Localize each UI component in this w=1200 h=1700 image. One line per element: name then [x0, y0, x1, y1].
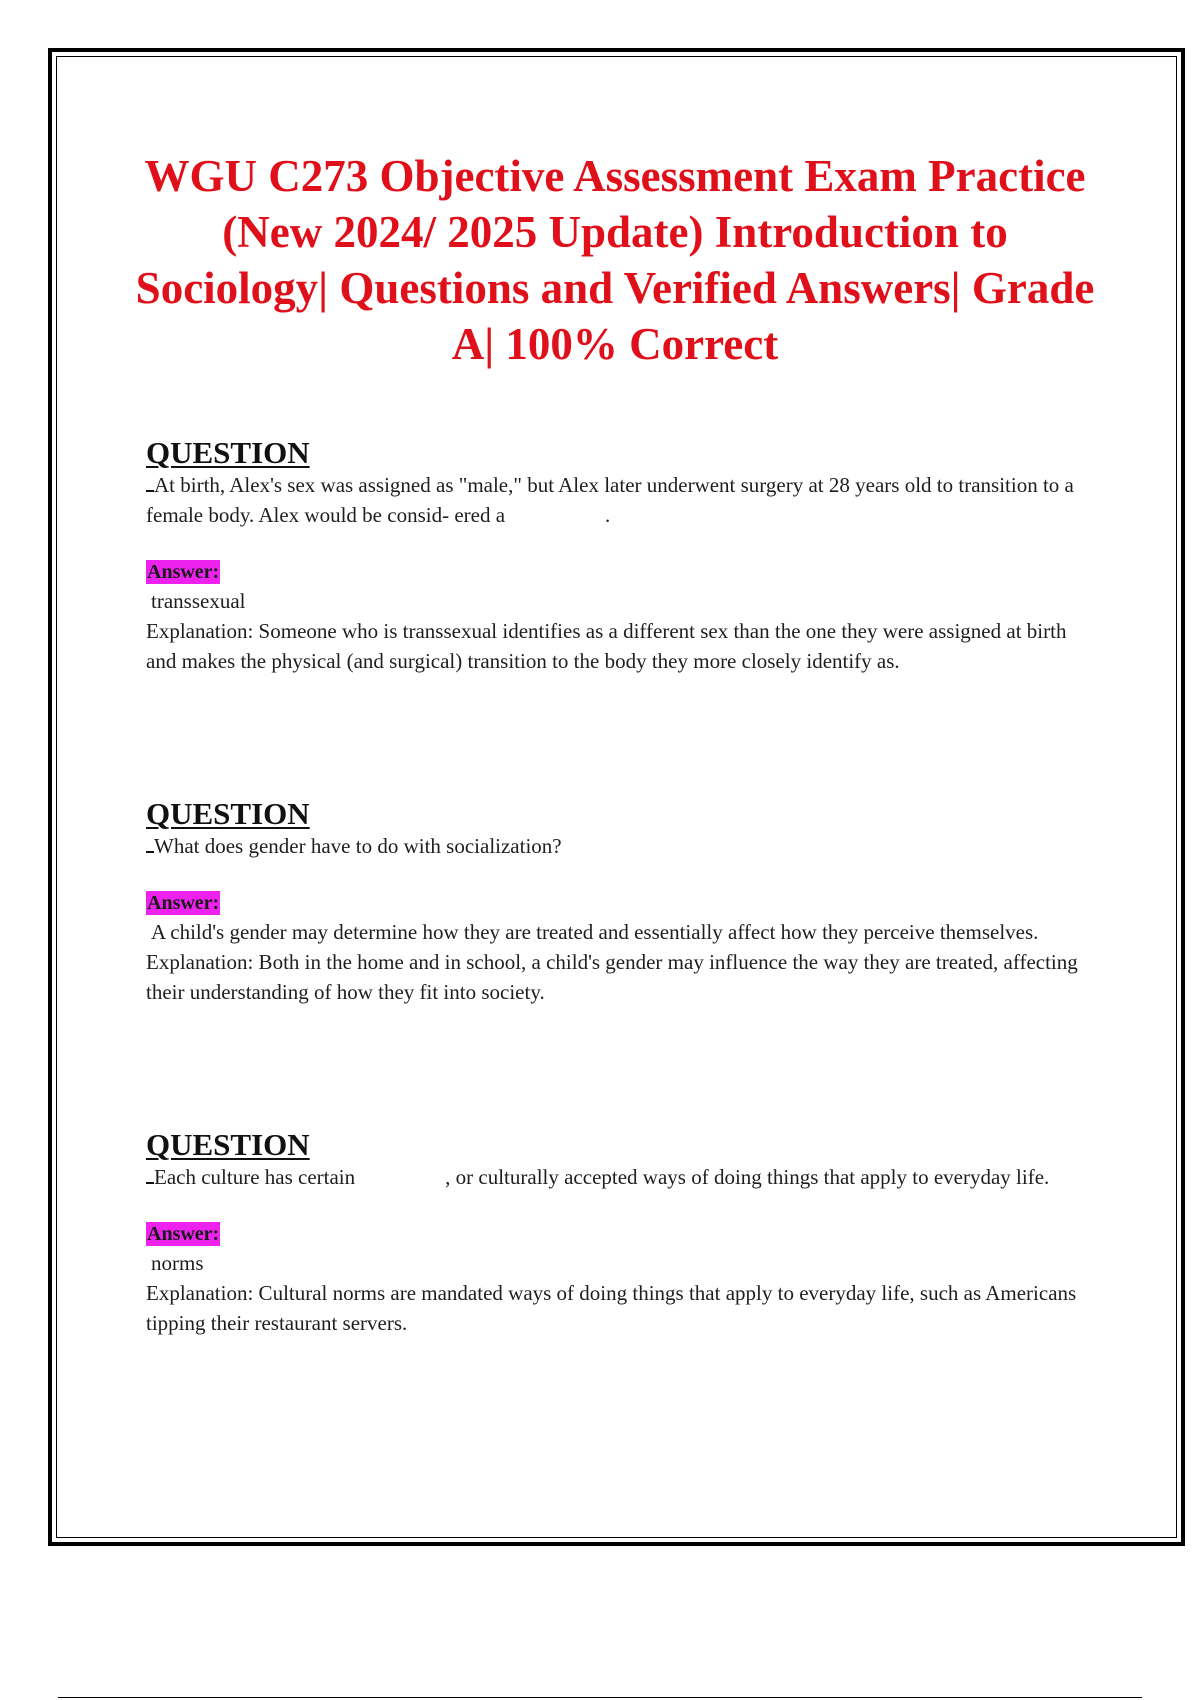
qa-block-2	[146, 797, 1086, 1007]
qa-block-3	[146, 1128, 1086, 1338]
question-text-after: , or culturally accepted ways of doing things that apply to everyday life.	[445, 1165, 1050, 1189]
answer-explanation: Explanation: Both in the home and in school, a child's gender may influence the way they are treated, affecting their understanding of how they fit into society.	[146, 950, 1078, 1004]
question-text-before: At birth, Alex's sex was assigned as "male," but Alex later underwent surgery at 28 years old to transition to a female body. Alex would be consid- ered a	[146, 473, 1074, 527]
answer-label: Answer:	[147, 561, 220, 583]
question-heading: QUESTION	[146, 796, 310, 831]
answer-text: transsexual	[151, 589, 246, 613]
answer-explanation: Explanation: Someone who is transsexual identifies as a different sex than the one they were assigned at birth and makes the physical (and surgical) transition to the body they more closely identify as.	[146, 619, 1067, 673]
question-marker	[146, 1168, 154, 1184]
answer-label: Answer:	[147, 1223, 220, 1245]
question-marker	[146, 476, 154, 492]
question-text	[146, 470, 1086, 530]
qa-block-1	[146, 436, 1086, 676]
question-heading: QUESTION	[146, 435, 310, 470]
question-text-before: Each culture has certain	[154, 1165, 356, 1189]
answer-text: norms	[151, 1251, 204, 1275]
answer-explanation: Explanation: Cultural norms are mandated ways of doing things that apply to everyday life, such as Americans tipping their restaurant servers.	[146, 1281, 1077, 1335]
document-title: WGU C273 Objective Assessment Exam Practice (New 2024/ 2025 Update) Introduction to Sociology| Questions and Verified Answers| Grade A| 100% Correct	[135, 151, 1095, 369]
question-text	[146, 1162, 1086, 1192]
question-heading: QUESTION	[146, 1127, 310, 1162]
question-text-before: What does gender have to do with socialization?	[154, 834, 562, 858]
footer-rule	[58, 1697, 1142, 1698]
question-text-after: .	[605, 503, 611, 527]
answer-text: A child's gender may determine how they are treated and essentially affect how they perceive themselves.	[151, 920, 1039, 944]
answer-label: Answer:	[147, 892, 220, 914]
question-text	[146, 831, 1086, 861]
question-marker	[146, 837, 154, 853]
